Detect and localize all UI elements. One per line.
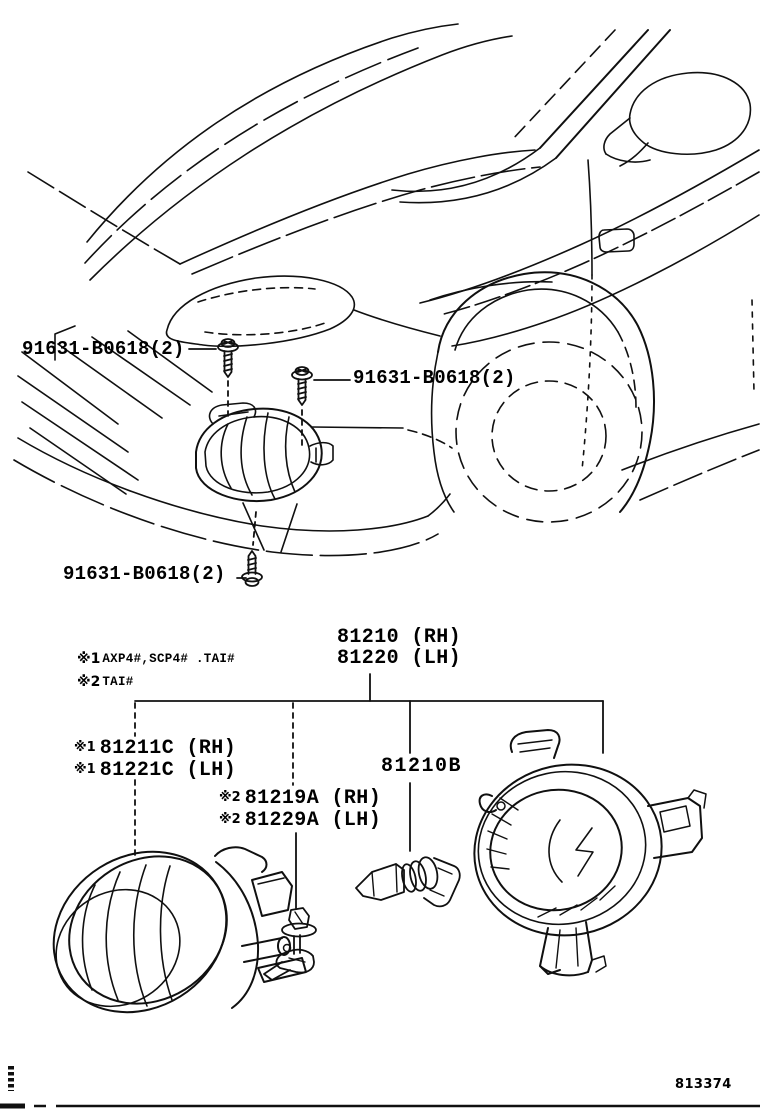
car-illustration — [14, 24, 759, 556]
bracket-rh-line — [74, 737, 236, 759]
part-label-screw-bottom: 91631-B0618(2) — [63, 563, 226, 585]
assembly-lh: 81220 (LH) — [337, 647, 462, 670]
reference-mark-2: ※2 — [77, 674, 101, 690]
part-label-screw-right: 91631-B0618(2) — [353, 367, 516, 389]
bracket-mark-rh: ※1 — [74, 740, 96, 755]
screw-icon-right — [292, 367, 350, 446]
adjuster-mark-rh: ※2 — [219, 790, 241, 805]
adjuster-lh-line — [219, 809, 381, 831]
note-1-text: AXP4#,SCP4# .TAI# — [102, 652, 235, 666]
adjuster-rh-line — [219, 787, 381, 809]
part-label-screw-top: 91631-B0618(2) — [22, 338, 185, 360]
fog-lamp-unit-drawing — [23, 820, 306, 1044]
page-code: 813374 — [675, 1077, 732, 1092]
bulb-drawing — [356, 855, 460, 906]
part-label-unit: 81210B — [381, 755, 463, 778]
reference-mark-1: ※1 — [77, 651, 101, 667]
bracket-lh-line — [74, 759, 236, 781]
part-label-adjuster — [219, 787, 381, 831]
bracket-lh: 81221C (LH) — [99, 759, 237, 782]
bracket-drawing — [458, 730, 706, 975]
note-2 — [77, 674, 134, 690]
adjuster-rh: 81219A (RH) — [244, 787, 382, 810]
note-2-text: TAI# — [102, 675, 134, 689]
bracket-mark-lh: ※1 — [74, 762, 96, 777]
adjuster-mark-lh: ※2 — [219, 812, 241, 827]
adjuster-lh: 81229A (LH) — [244, 809, 382, 832]
part-label-bracket-cover — [74, 737, 236, 781]
bracket-rh: 81211C (RH) — [99, 737, 237, 760]
note-1 — [77, 651, 235, 667]
assembly-rh: 81210 (RH) — [337, 626, 462, 649]
part-label-assembly — [337, 627, 461, 669]
